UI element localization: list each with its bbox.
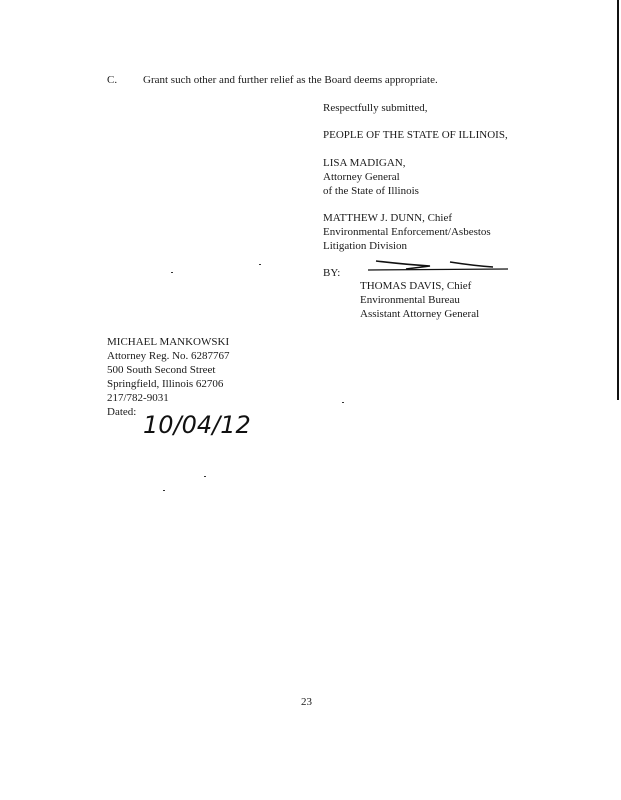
party-name: PEOPLE OF THE STATE OF ILLINOIS, (323, 129, 508, 141)
ag-name: LISA MADIGAN, (323, 157, 406, 169)
signer-title-1: Environmental Bureau (360, 294, 460, 306)
scan-edge-rule (617, 0, 619, 400)
chief-title-2: Litigation Division (323, 240, 408, 252)
counsel-name: MICHAEL MANKOWSKI (107, 336, 230, 348)
scan-speck (171, 272, 173, 273)
dated-value: 10/04/12 (143, 411, 251, 439)
counsel-street: 500 South Second Street (107, 364, 216, 376)
chief-block (323, 211, 491, 253)
ag-title-1: Attorney General (323, 171, 400, 183)
scan-speck (259, 264, 261, 265)
relief-text: Grant such other and further relief as the Board deems appropriate. (143, 74, 438, 86)
counsel-block (107, 335, 230, 419)
signer-block (360, 279, 479, 321)
chief-title-1: Environmental Enforcement/Asbestos (323, 226, 491, 238)
closing: Respectfully submitted, (323, 102, 428, 114)
counsel-city: Springfield, Illinois 62706 (107, 378, 224, 390)
handwritten-date (143, 409, 258, 439)
counsel-reg: Attorney Reg. No. 6287767 (107, 350, 230, 362)
ag-title-2: of the State of Illinois (323, 185, 419, 197)
signer-title-2: Assistant Attorney General (360, 308, 480, 320)
chief-name: MATTHEW J. DUNN, Chief (323, 212, 453, 224)
scan-speck (342, 402, 344, 403)
by-label: BY: (323, 267, 341, 279)
scan-speck (163, 490, 165, 491)
attorney-general-block (323, 156, 419, 198)
scan-speck (204, 476, 206, 477)
page-number: 23 (301, 696, 312, 708)
signer-name: THOMAS DAVIS, Chief (360, 280, 472, 292)
relief-letter: C. (107, 74, 118, 86)
handwritten-signature (368, 255, 513, 275)
dated-label: Dated: (107, 406, 137, 418)
counsel-phone: 217/782-9031 (107, 392, 169, 404)
